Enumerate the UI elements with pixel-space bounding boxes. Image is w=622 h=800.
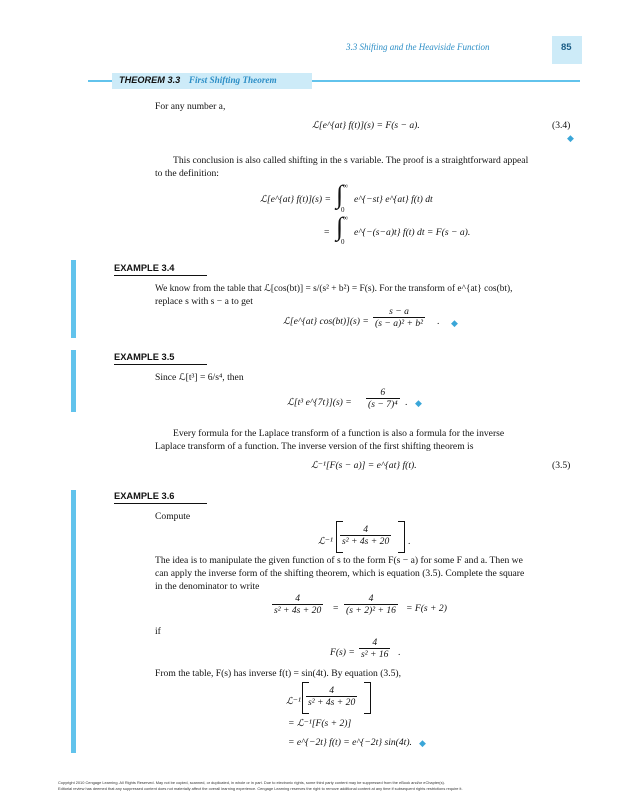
inverse-para-line-2: Laplace transform of a function. The inverse version of the first shifting theorem is <box>155 441 474 452</box>
lower-limit: 0 <box>341 206 345 214</box>
inverse-shift-equation: ℒ⁻¹[F(s − a)] = e^{at} f(t). <box>311 460 417 471</box>
right-bracket-2 <box>364 682 371 714</box>
intro-line-2: to the definition: <box>155 168 219 179</box>
integral-sign-2: ∫ <box>336 212 344 241</box>
final-step-1: = ℒ⁻¹[F(s + 2)] <box>288 718 352 729</box>
example-3-5-label: EXAMPLE 3.5 <box>114 352 175 362</box>
upper-limit-2: ∞ <box>343 214 348 222</box>
F-definition-period: . <box>398 647 401 658</box>
F-definition-fraction: $\frac{4}{\text{s² + 16}}$ <box>361 637 389 660</box>
example-3-5-end-mark: ◆ <box>415 398 422 408</box>
end-of-theorem-mark: ◆ <box>567 133 574 143</box>
example-3-6-rule <box>114 503 207 504</box>
proof-lhs: ℒ[e^{at} f(t)](s) = <box>260 194 331 205</box>
completed-square-equals: = <box>333 603 339 614</box>
right-bracket <box>398 521 405 553</box>
copyright-line-2: Editorial review has deemed that any suppressed content does not materially affect the overall learning experience. Cengage Learning reserves the right to remove additional content at any time if subsequent rights restrictions require it. <box>58 786 463 791</box>
example-3-6-para-3: in the denominator to write <box>155 581 260 592</box>
compute-fraction: $\frac{4}{\text{s² + 4s + 20}}$ <box>342 524 390 547</box>
proof-rhs-1: e^{−st} e^{at} f(t) dt <box>354 194 433 205</box>
theorem-intro: For any number a, <box>155 101 226 112</box>
example-3-6-para-1: The idea is to manipulate the given function of s to the form F(s − a) for some F and a. Then we <box>155 555 523 566</box>
example-3-5-line-1: Since ℒ[t³] = 6/s⁴, then <box>155 372 244 383</box>
example-3-4-rule <box>114 275 207 276</box>
example-3-5-rule <box>114 364 207 365</box>
copyright-line-1: Copyright 2010 Cengage Learning. All Rights Reserved. May not be copied, scanned, or duplicated, in whole or in part. Due to electronic rights, some third party content may be suppressed from the eBook and/or eChapter(s). <box>58 780 445 785</box>
proof-rhs-2: e^{−(s−a)t} f(t) dt = F(s − a). <box>354 227 471 238</box>
example-3-6-end-mark: ◆ <box>419 738 426 748</box>
example-3-4-end-mark: ◆ <box>451 318 458 328</box>
example-3-4-period: . <box>437 316 440 327</box>
example-3-6-label: EXAMPLE 3.6 <box>114 491 175 501</box>
integral-sign: ∫ <box>336 180 344 209</box>
inverse-operator-2: ℒ⁻¹ <box>286 696 301 707</box>
upper-limit: ∞ <box>343 182 348 190</box>
lower-limit-2: 0 <box>341 238 345 246</box>
theorem-equation-number: (3.4) <box>552 120 571 131</box>
example-3-6-bar <box>71 490 76 753</box>
example-3-5-period: . <box>405 397 408 408</box>
example-3-4-eq-fraction: $\frac{s - a}{\text{(s − a)² + b²}}$ <box>375 306 424 329</box>
F-definition-lhs: F(s) = <box>330 647 355 658</box>
final-step-2: = e^{−2t} f(t) = e^{−2t} sin(4t). <box>288 737 412 748</box>
completed-square-rhs: = F(s + 2) <box>406 603 447 614</box>
example-3-4-line-2: replace s with s − a to get <box>155 296 253 307</box>
compute-period: . <box>408 536 411 547</box>
theorem-label: THEOREM 3.3 First Shifting Theorem <box>119 75 277 85</box>
example-3-4-bar <box>71 260 76 338</box>
theorem-equation: ℒ[e^{at} f(t)](s) = F(s − a). <box>312 120 420 131</box>
example-3-6-para-2: can apply the inverse form of the shifting theorem, which is equation (3.5). Complete the square <box>155 568 525 579</box>
final-fraction: $\frac{4}{\text{s² + 4s + 20}}$ <box>308 685 356 708</box>
intro-line-1: This conclusion is also called shifting in the s variable. The proof is a straightforward appeal <box>173 155 529 166</box>
inverse-operator: ℒ⁻¹ <box>318 536 333 547</box>
example-3-5-eq-fraction: $\frac{6}{\text{(s − 7)⁴}}$ <box>368 387 398 410</box>
completed-square-fraction-1: $\frac{4}{\text{s² + 4s + 20}}$ <box>274 593 322 616</box>
inverse-para-line-1: Every formula for the Laplace transform of a function is also a formula for the inverse <box>173 428 505 439</box>
page-number: 85 <box>561 42 572 53</box>
inverse-shift-equation-number: (3.5) <box>552 460 571 471</box>
example-3-4-eq-lhs: ℒ[e^{at} cos(bt)](s) = <box>283 316 369 327</box>
example-3-6-compute: Compute <box>155 511 191 522</box>
proof-equals: = <box>324 227 330 238</box>
completed-square-fraction-2: $\frac{4}{\text{(s + 2)² + 16}}$ <box>346 593 396 616</box>
example-3-5-eq-lhs: ℒ[t³ e^{7t}](s) = <box>287 397 352 408</box>
running-title: 3.3 Shifting and the Heaviside Function <box>346 42 490 52</box>
table-line: From the table, F(s) has inverse f(t) = sin(4t). By equation (3.5), <box>155 668 402 679</box>
example-3-4-label: EXAMPLE 3.4 <box>114 263 175 273</box>
example-3-4-line-1: We know from the table that ℒ[cos(bt)] = s/(s² + b²) = F(s). For the transform of e^{at} cos(bt), <box>155 284 513 294</box>
if-word: if <box>155 626 161 637</box>
example-3-5-bar <box>71 350 76 412</box>
